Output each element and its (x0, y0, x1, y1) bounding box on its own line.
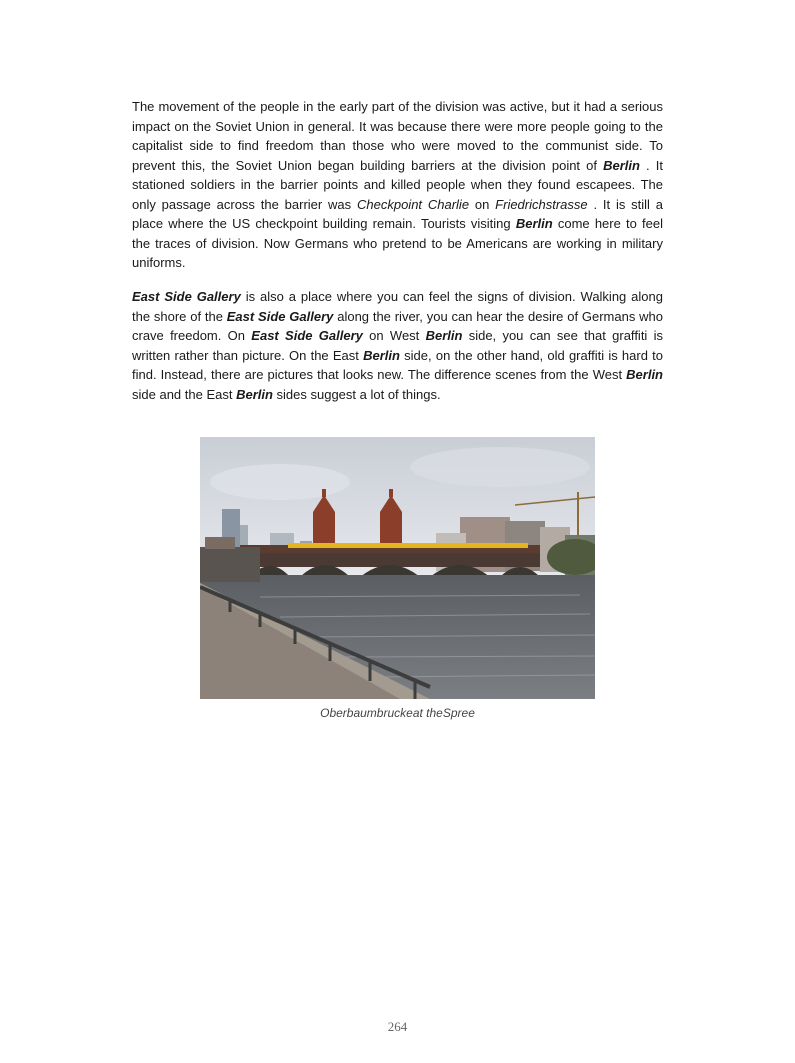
text-run: . It stationed soldiers in the barrier points and killed people when they found escapees. The only passage across the barrier was (132, 157, 664, 212)
emphasis-berlin: Berlin (425, 328, 463, 343)
emphasis-berlin: Berlin (515, 216, 553, 231)
text-run: come here to feel the traces of division. Now Germans who pretend to be Americans are working in military uniforms. (132, 216, 663, 270)
text-run: is also a place where you can feel the signs of division. Walking along the shore of the (132, 289, 663, 324)
text-run: sides suggest a lot of things. (272, 386, 441, 402)
text-run: side, on the other hand, old graffiti is hard to find. Instead, there are pictures that looks new. The difference scenes from the West (132, 347, 663, 382)
emphasis-east-side-gallery: East Side Gallery (132, 289, 241, 304)
paragraph-east-side-gallery (132, 287, 663, 404)
emphasis-friedrichstrasse: Friedrichstrasse (495, 196, 588, 212)
figure-caption: Oberbaumbruckeat theSpree (320, 706, 475, 720)
page-number: 264 (387, 1019, 408, 1034)
text-run: along the river, you can hear the desire of Germans who crave freedom. On (132, 308, 663, 343)
emphasis-checkpoint-charlie: Checkpoint Charlie (357, 196, 470, 212)
paragraph-berlin-division (132, 97, 663, 273)
emphasis-east-side-gallery: East Side Gallery (251, 328, 363, 343)
text-run: The movement of the people in the early part of the division was active, but it had a serious impact on the Soviet Union in general. It was because there were more people going to the capitalist side to find freedom than those who were moved to the communist side. To prevent this, the Soviet Union began building barriers at the division point of (132, 99, 663, 173)
photo-oberbaum-bridge (200, 437, 595, 699)
text-run: . It is still a place where the US checkpoint building remain. Tourists visiting (132, 196, 663, 231)
text-run: on (469, 196, 496, 212)
emphasis-berlin: Berlin (603, 157, 640, 173)
emphasis-east-side-gallery: East Side Gallery (226, 308, 334, 324)
emphasis-berlin: Berlin (363, 347, 400, 363)
text-run: side, you can see that graffiti is written rather than picture. On the East (132, 328, 663, 363)
text-run: side and the East (132, 386, 237, 402)
emphasis-berlin: Berlin (626, 367, 663, 382)
text-run: on West (362, 328, 426, 343)
emphasis-berlin: Berlin (236, 386, 273, 402)
